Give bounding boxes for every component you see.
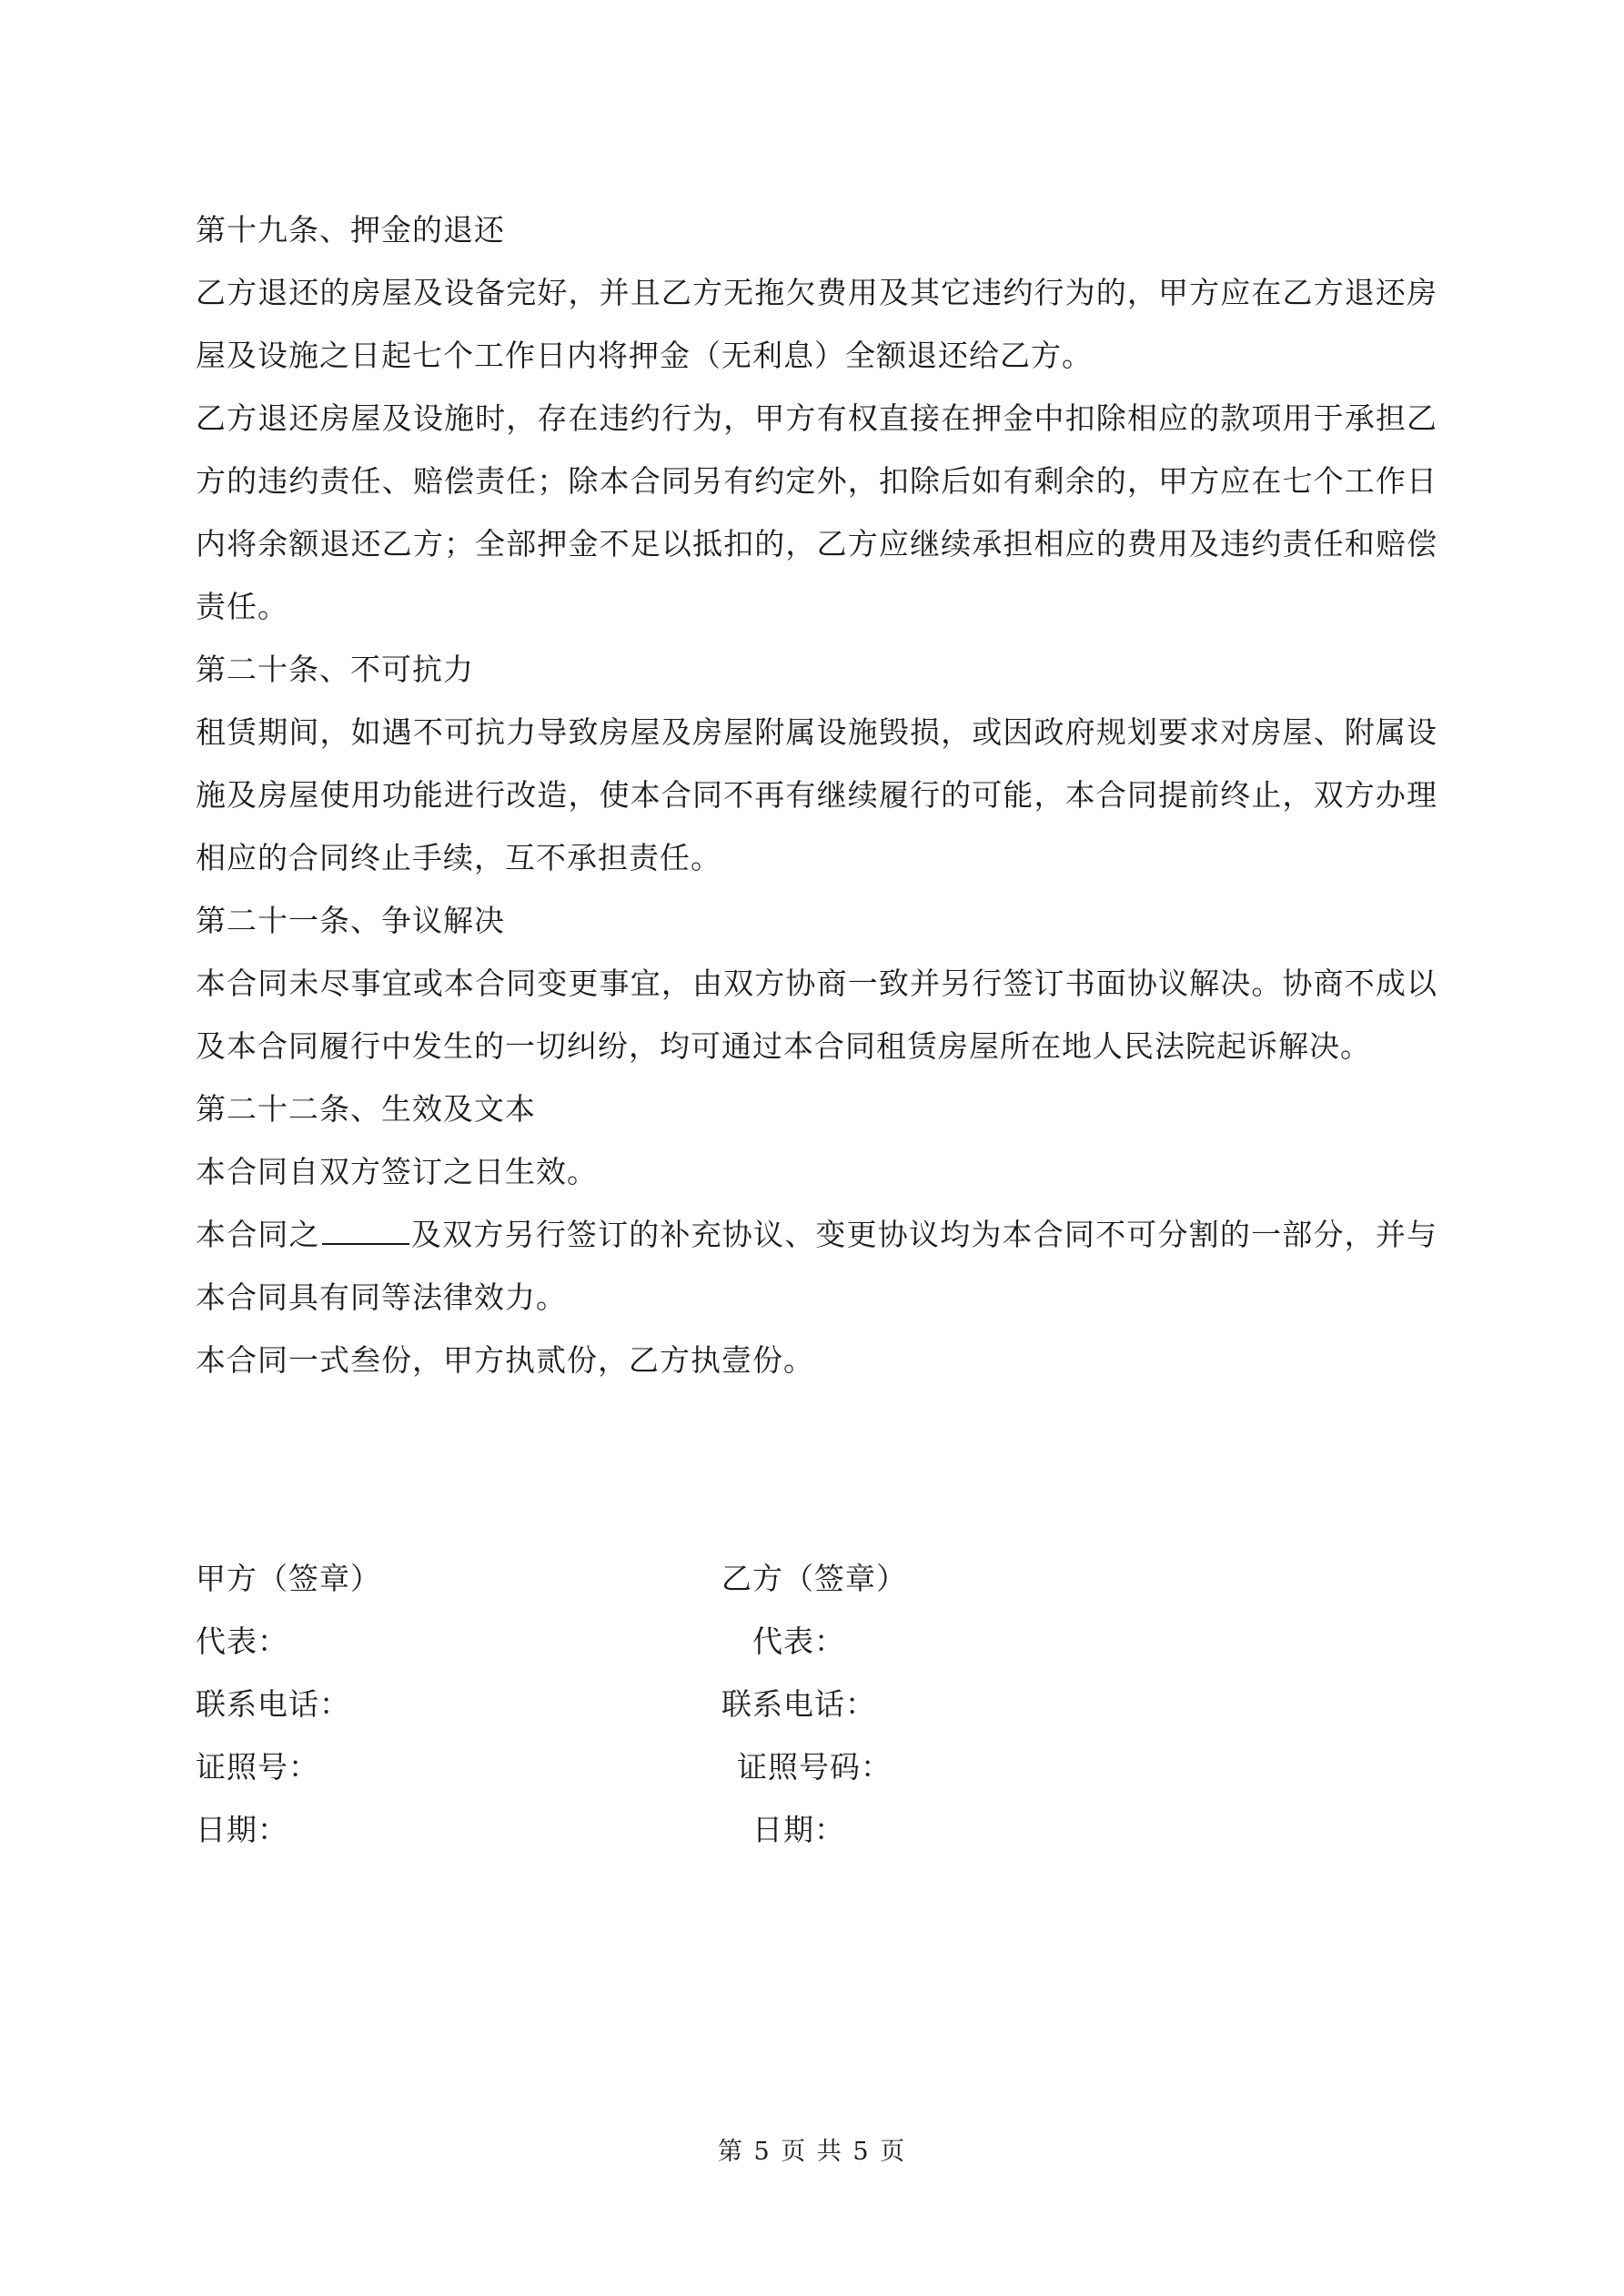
party-b-phone: 联系电话： (721, 1686, 876, 1722)
signature-block (196, 1547, 1437, 1861)
contract-body (196, 198, 1437, 1391)
article-22-heading: 第二十二条、生效及文本 (196, 1091, 536, 1127)
page-footer: 第 5 页 共 5 页 (717, 2138, 907, 2166)
signature-row-representative (196, 1610, 1437, 1673)
party-b-representative: 代表： (752, 1623, 845, 1659)
article-22-closing: 本合同一式叁份，甲方执贰份，乙方执壹份。 (196, 1342, 814, 1378)
signature-row-title (196, 1547, 1437, 1610)
signature-row-phone (196, 1673, 1437, 1735)
signature-row-license (196, 1735, 1437, 1798)
fill-in-blank (322, 1218, 409, 1245)
article-19-paragraph-1: 乙方退还的房屋及设备完好，并且乙方无拖欠费用及其它违约行为的，甲方应在乙方退还房屋及设施之日起七个工作日内将押金（无利息）全额退还给乙方。 (196, 275, 1437, 373)
article-22-paragraph-1: 本合同自双方签订之日生效。 (196, 1154, 598, 1189)
article-21-paragraph-1: 本合同未尽事宜或本合同变更事宜，由双方协商一致并另行签订书面协议解决。协商不成以及本合同履行中发生的一切纠纷，均可通过本合同租赁房屋所在地人民法院起诉解决。 (196, 966, 1437, 1064)
party-b-title: 乙方（签章） (721, 1561, 907, 1596)
blank-paragraph-after: 及双方另行签订的补充协议、变更协议均为本合同不可分割的一部分，并与本合同具有同等法律效力。 (196, 1217, 1438, 1315)
article-21-heading: 第二十一条、争议解决 (196, 903, 505, 938)
party-a-title: 甲方（签章） (196, 1561, 381, 1596)
article-19-heading: 第十九条、押金的退还 (196, 212, 505, 248)
party-a-phone: 联系电话： (196, 1686, 350, 1722)
article-20-paragraph-1: 租赁期间，如遇不可抗力导致房屋及房屋附属设施毁损，或因政府规划要求对房屋、附属设施及房屋使用功能进行改造，使本合同不再有继续履行的可能，本合同提前终止，双方办理相应的合同终止手续，互不承担责任。 (196, 714, 1437, 875)
blank-paragraph-before: 本合同之 (196, 1217, 320, 1252)
article-20-heading: 第二十条、不可抗力 (196, 652, 474, 687)
party-a-license: 证照号： (196, 1749, 319, 1785)
article-19-paragraph-2: 乙方退还房屋及设施时，存在违约行为，甲方有权直接在押金中扣除相应的款项用于承担乙方的违约责任、赔偿责任；除本合同另有约定外，扣除后如有剩余的，甲方应在七个工作日内将余额退还乙方；全部押金不足以抵扣的，乙方应继续承担相应的费用及违约责任和赔偿责任。 (196, 400, 1437, 624)
signature-row-date (196, 1798, 1437, 1861)
party-a-date: 日期： (196, 1812, 288, 1847)
party-a-representative: 代表： (196, 1623, 288, 1659)
party-b-license: 证照号码： (737, 1749, 892, 1785)
article-22-paragraph-2 (196, 1203, 1437, 1329)
party-b-date: 日期： (752, 1812, 845, 1847)
